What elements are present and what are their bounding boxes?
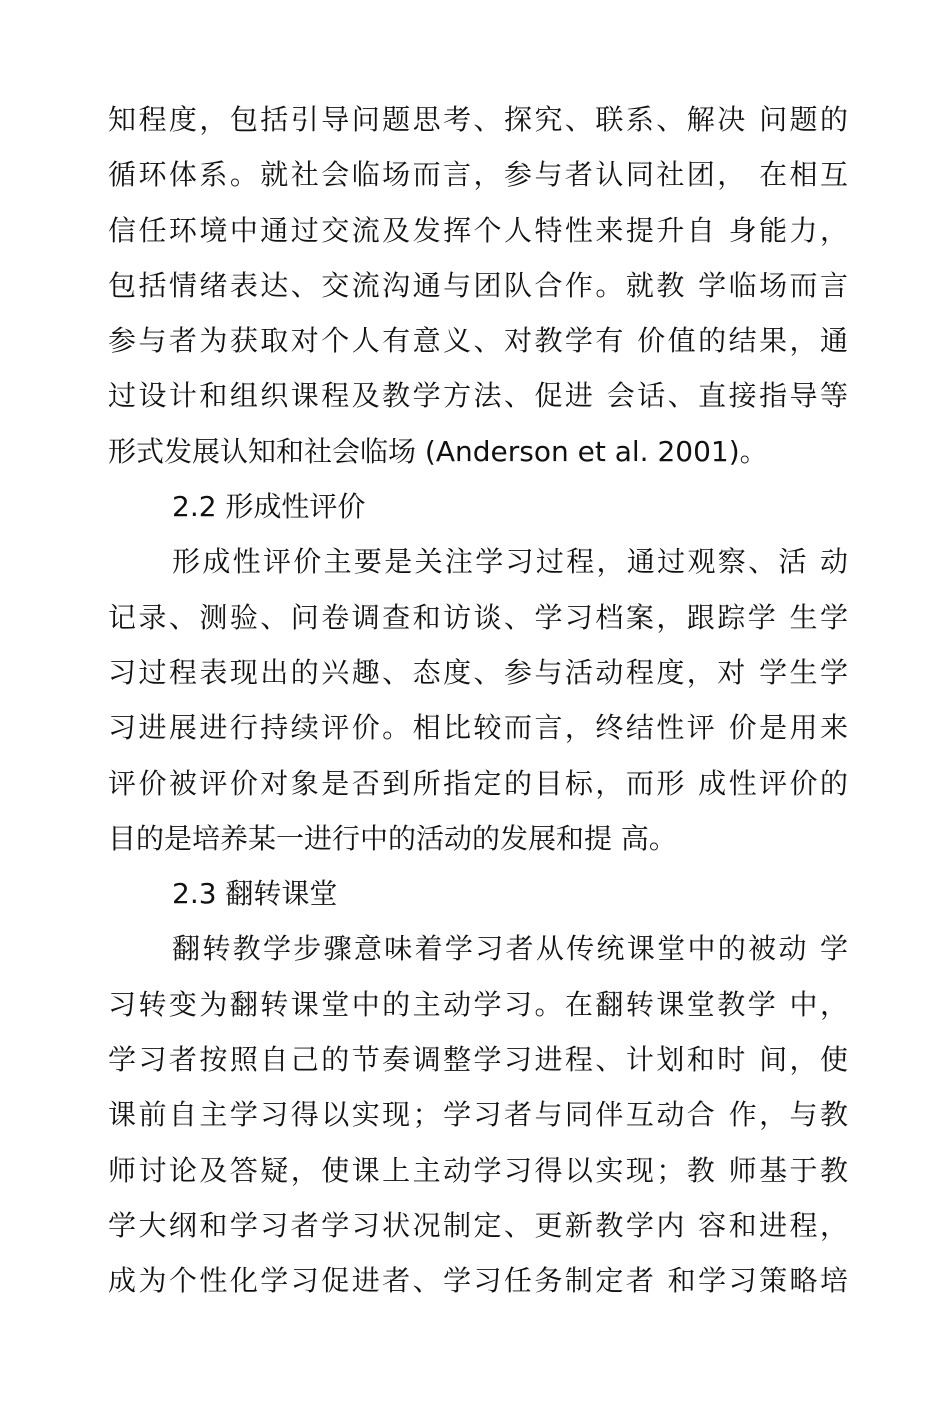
text-line: 记录、测验、问卷调查和访谈、学习档案，跟踪学 生学 (108, 600, 848, 634)
text-line: 学习者按照自己的节奏调整学习进程、计划和时 间，使 (108, 1043, 848, 1077)
text-line: 过设计和组织课程及教学方法、促进 会话、直接指导等 (108, 379, 848, 413)
text-line: 习过程表现出的兴趣、态度、参与活动程度，对 学生学 (108, 655, 848, 689)
text-line: 学大纲和学习者学习状况制定、更新教学内 容和进程， (108, 1208, 848, 1242)
section-heading-formative-assessment: 2.2 形成性评价 (172, 490, 366, 524)
text-line: 参与者为获取对个人有意义、对教学有 价值的结果，通 (108, 324, 848, 358)
text-line: 成为个性化学习促进者、学习任务制定者 和学习策略培 (108, 1264, 848, 1298)
paragraph-flipped-classroom (108, 921, 848, 1308)
text-line: 课前自主学习得以实现；学习者与同伴互动合 作，与教 (108, 1098, 848, 1132)
text-line-with-citation: 形式发展认知和社会临场 (Anderson et al. 2001)。 (108, 434, 768, 468)
section-heading-flipped-classroom: 2.3 翻转课堂 (172, 877, 338, 911)
paragraph-community-of-inquiry (108, 92, 848, 479)
text-line: 形成性评价主要是关注学习过程，通过观察、活 动 (172, 545, 848, 579)
text-line: 习进展进行持续评价。相比较而言，终结性评 价是用来 (108, 711, 848, 745)
text-line: 循环体系。就社会临场而言，参与者认同社团， 在相互 (108, 158, 848, 192)
text-line: 翻转教学步骤意味着学习者从传统课堂中的被动 学 (172, 932, 848, 966)
text-line: 习转变为翻转课堂中的主动学习。在翻转课堂教学 中， (108, 987, 848, 1021)
document-page (108, 92, 848, 1309)
text-line: 包括情绪表达、交流沟通与团队合作。就教 学临场而言 (108, 268, 848, 302)
text-line: 信任环境中通过交流及发挥个人特性来提升自 身能力， (108, 213, 848, 247)
paragraph-formative-assessment (108, 534, 848, 866)
text-line: 知程度，包括引导问题思考、探究、联系、解决 问题的 (108, 103, 848, 136)
text-line: 师讨论及答疑，使课上主动学习得以实现；教 师基于教 (108, 1153, 848, 1187)
text-line: 评价被评价对象是否到所指定的目标，而形 成性评价的 (108, 766, 848, 800)
text-line: 目的是培养某一进行中的活动的发展和提 高。 (108, 821, 677, 855)
